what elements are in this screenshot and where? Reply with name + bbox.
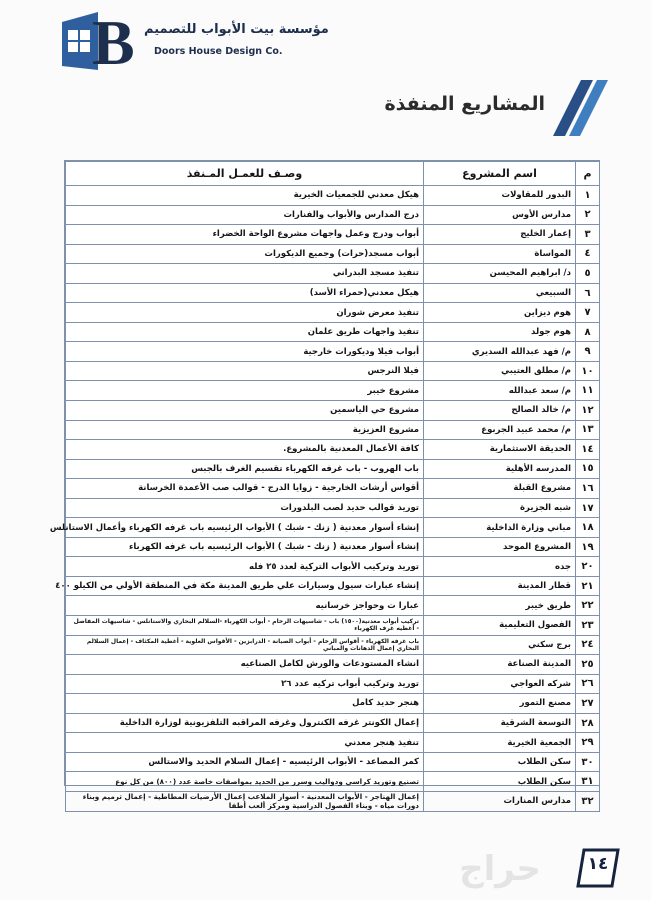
cell-name: الفصول التعليمية xyxy=(424,616,576,636)
cell-name: م/ فهد عبدالله السديري xyxy=(424,342,576,362)
cell-desc: إعمال الهناجر - الأبواب المعدنية - أسوار الملاعب إعمال الأرضيات المطاطية - إعمال ترميم وبناء دورات مياه - وبناء الفصول الدراسية ومركز ألعب أطفا xyxy=(66,791,424,811)
cell-desc: هنجر حديد كامل xyxy=(66,694,424,714)
table-row xyxy=(66,616,600,636)
table-row xyxy=(66,264,600,284)
cell-num: ١٨ xyxy=(576,518,600,538)
cell-num: ٣٠ xyxy=(576,752,600,772)
cell-name: سكن الطلاب xyxy=(424,772,576,792)
projects-table xyxy=(49,160,600,811)
cell-num: ٦ xyxy=(576,283,600,303)
cell-num: ١٢ xyxy=(576,401,600,421)
company-name-ar: مؤسسة بيت الأبواب للتصميم xyxy=(144,22,329,37)
cell-num: ٢٥ xyxy=(576,655,600,675)
logo-letter: B xyxy=(92,7,135,78)
table-row xyxy=(66,420,600,440)
cell-num: ٢٣ xyxy=(576,616,600,636)
table-row xyxy=(66,674,600,694)
cell-num: ٢٨ xyxy=(576,713,600,733)
table-row xyxy=(66,772,600,792)
cell-num: ٢٤ xyxy=(576,635,600,655)
header-num: م xyxy=(576,162,600,186)
cell-desc: تنفيذ واجهات طريق علمان xyxy=(66,322,424,342)
cell-name: قطار المدينة xyxy=(424,576,576,596)
table-row xyxy=(66,713,600,733)
cell-name: مصنع التمور xyxy=(424,694,576,714)
table-row xyxy=(66,596,600,616)
table-row xyxy=(66,576,600,596)
cell-num: ١٤ xyxy=(576,440,600,460)
cell-name: شركه العواجي xyxy=(424,674,576,694)
cell-num: ١٥ xyxy=(576,459,600,479)
watermark-text: حراج xyxy=(459,849,541,889)
cell-name: المدرسه الأهلية xyxy=(424,459,576,479)
cell-name: التوسعة الشرقية xyxy=(424,713,576,733)
cell-desc: إنشاء أسوار معدنية ( زنك - شبك ) الأبواب الرئيسيه باب غرفه الكهرباء xyxy=(66,537,424,557)
cell-num: ١٣ xyxy=(576,420,600,440)
cell-desc: أبواب فيلا وديكورات خارجية xyxy=(66,342,424,362)
table-row xyxy=(66,244,600,264)
cell-desc: كمر المصاعد - الأبواب الرئيسيه - إعمال السلام الحديد والاستالس xyxy=(66,752,424,772)
cell-num: ١١ xyxy=(576,381,600,401)
cell-name: هوم ديزاين xyxy=(424,303,576,323)
cell-desc: أقواس أرشات الخارجية - زوايا الدرج - قوالب صب الأعمدة الخرسانة xyxy=(66,479,424,499)
haraj-watermark xyxy=(420,846,580,892)
cell-desc: درج المدارس والأبواب والفنارات xyxy=(66,205,424,225)
header-name: اسم المشروع xyxy=(424,162,576,186)
table-row xyxy=(66,518,600,538)
table-row xyxy=(66,381,600,401)
table-row xyxy=(66,557,600,577)
table-row xyxy=(66,752,600,772)
cell-num: ١ xyxy=(576,186,600,206)
cell-desc: أبواب مسجد(حرات) وجميع الديكورات xyxy=(66,244,424,264)
cell-name: الجمعية الخيرية xyxy=(424,733,576,753)
cell-num: ٢٧ xyxy=(576,694,600,714)
page-number: ١٤ xyxy=(587,854,609,874)
cell-desc: باب الهروب - باب غرفه الكهرباء تقسيم الغرف بالجبس xyxy=(66,459,424,479)
cell-name: م/ سعد عبدالله xyxy=(424,381,576,401)
cell-name: البدور للمقاولات xyxy=(424,186,576,206)
cell-desc: تصنيع وتوريد كراسي ودواليب وسرر من الحديد بمواصفات خاصة عدد (٨٠٠) من كل نوع xyxy=(66,772,424,792)
cell-num: ٢ xyxy=(576,205,600,225)
cell-num: ٢٩ xyxy=(576,733,600,753)
cell-num: ٤ xyxy=(576,244,600,264)
table-row xyxy=(66,694,600,714)
table-row xyxy=(66,225,600,245)
table-row xyxy=(66,635,600,655)
cell-desc: مشروع العزيزية xyxy=(66,420,424,440)
cell-desc: عبارا ت وحواجز خرسانيه xyxy=(66,596,424,616)
cell-name: شبه الجزيرة xyxy=(424,498,576,518)
cell-name: د/ ابراهيم المحيسن xyxy=(424,264,576,284)
cell-desc: كافة الأعمال المعدنية بالمشروع. xyxy=(66,440,424,460)
table-header-row xyxy=(66,162,600,186)
table-row xyxy=(66,655,600,675)
cell-desc: توريد وتركيب الأبواب التركية لعدد ٢٥ فله xyxy=(66,557,424,577)
cell-desc: إنشاء عبارات سيول وسيارات علي طريق المدينة مكة في المنطقة الأولي من الكيلو ٤٠٠ xyxy=(66,576,424,596)
cell-desc: تنفيذ هنجر معدني xyxy=(66,733,424,753)
cell-desc: إعمال الكونتر غرفه الكنترول وغرفه المراقبه التلفزيونية لوزارة الداخلية xyxy=(66,713,424,733)
cell-desc: مشروع حي الياسمين xyxy=(66,401,424,421)
cell-desc: هيكل معدني(حمراء الأسد) xyxy=(66,283,424,303)
cell-name: المشروع الموحد xyxy=(424,537,576,557)
cell-num: ١٩ xyxy=(576,537,600,557)
cell-name: مدارس الأوس xyxy=(424,205,576,225)
cell-num: ٣٢ xyxy=(576,791,600,811)
cell-desc: إنشاء أسوار معدنية ( زنك - شبك ) الأبواب الرئيسيه باب غرفه الكهرباء وأعمال الاستانلس xyxy=(66,518,424,538)
cell-desc: توريد وتركيب أبواب تركيه عدد ٢٦ xyxy=(66,674,424,694)
cell-name: جده xyxy=(424,557,576,577)
cell-name: السبيعي xyxy=(424,283,576,303)
table-row xyxy=(66,498,600,518)
cell-num: ٥ xyxy=(576,264,600,284)
table-row xyxy=(66,401,600,421)
table-row xyxy=(66,440,600,460)
header-desc: وصـف للعمـل المـنفذ xyxy=(66,162,424,186)
cell-name: م/ مطلق العتيبي xyxy=(424,361,576,381)
cell-name: م/ محمد عبيد الجربوع xyxy=(424,420,576,440)
cell-desc: فيلا النرجس xyxy=(66,361,424,381)
cell-name: مباني وزارة الداخلية xyxy=(424,518,576,538)
cell-name: الحديقة الاستثمارية xyxy=(424,440,576,460)
cell-name: مدارس المنارات xyxy=(424,791,576,811)
cell-name: م/ خالد الصالح xyxy=(424,401,576,421)
table-row xyxy=(66,733,600,753)
cell-name: المواساة xyxy=(424,244,576,264)
cell-num: ٧ xyxy=(576,303,600,323)
cell-name: إعمار الخليج xyxy=(424,225,576,245)
cell-num: ٩ xyxy=(576,342,600,362)
table-row xyxy=(66,322,600,342)
cell-name: سكن الطلاب xyxy=(424,752,576,772)
table-row xyxy=(66,537,600,557)
company-name-en: Doors House Design Co. xyxy=(154,46,283,57)
cell-num: ١٧ xyxy=(576,498,600,518)
cell-num: ١٦ xyxy=(576,479,600,499)
cell-num: ٢١ xyxy=(576,576,600,596)
cell-desc: أبواب ودرج وعمل واجهات مشروع الواحة الخضراء xyxy=(66,225,424,245)
cell-num: ٢٦ xyxy=(576,674,600,694)
table-row xyxy=(66,205,600,225)
cell-num: ٣ xyxy=(576,225,600,245)
table-row xyxy=(66,186,600,206)
cell-desc: مشروع خيبر xyxy=(66,381,424,401)
cell-desc: تنفيذ مسجد البدراني xyxy=(66,264,424,284)
cell-num: ٢٢ xyxy=(576,596,600,616)
cell-num: ٣١ xyxy=(576,772,600,792)
cell-name: برج سكني xyxy=(424,635,576,655)
cell-name: هوم جولد xyxy=(424,322,576,342)
cell-desc: انشاء المستودعات والورش لكامل الصناعيه xyxy=(66,655,424,675)
table-row xyxy=(66,283,600,303)
cell-desc: باب غرفه الكهرباء - أقواس الرخام - أبواب الصيانة - الدرابزين - الأقواس العلوية - أغطية المكثاف - إعمال السلالم البحاري إعمال الدهانات والمباني xyxy=(66,635,424,655)
table-row xyxy=(66,361,600,381)
cell-name: طريق خيبر xyxy=(424,596,576,616)
section-title: المشاريع المنفذة xyxy=(384,93,545,115)
table-row xyxy=(66,459,600,479)
table-row xyxy=(66,303,600,323)
cell-name: المدينة الصناعة xyxy=(424,655,576,675)
cell-num: ٢٠ xyxy=(576,557,600,577)
cell-num: ١٠ xyxy=(576,361,600,381)
title-stripes-icon xyxy=(553,80,608,136)
table-row xyxy=(66,791,600,811)
cell-desc: تنفيذ معرض شوران xyxy=(66,303,424,323)
cell-desc: هيكل معدني للجمعيات الخيرية xyxy=(66,186,424,206)
table-row xyxy=(66,479,600,499)
cell-name: مشروع القبلة xyxy=(424,479,576,499)
cell-desc: تركيب أبواب معدنية(١٥٠٠) باب - شاسيهات الرخام - أبواب الكهرباء -السلالم البحاري والاستانلس - شاسيهات المفاصل - أغطيه غرف الكهرباء xyxy=(66,616,424,636)
company-logo xyxy=(58,7,148,78)
table-row xyxy=(66,342,600,362)
cell-desc: توريد قوالب حديد لصب البلدورات xyxy=(66,498,424,518)
cell-num: ٨ xyxy=(576,322,600,342)
